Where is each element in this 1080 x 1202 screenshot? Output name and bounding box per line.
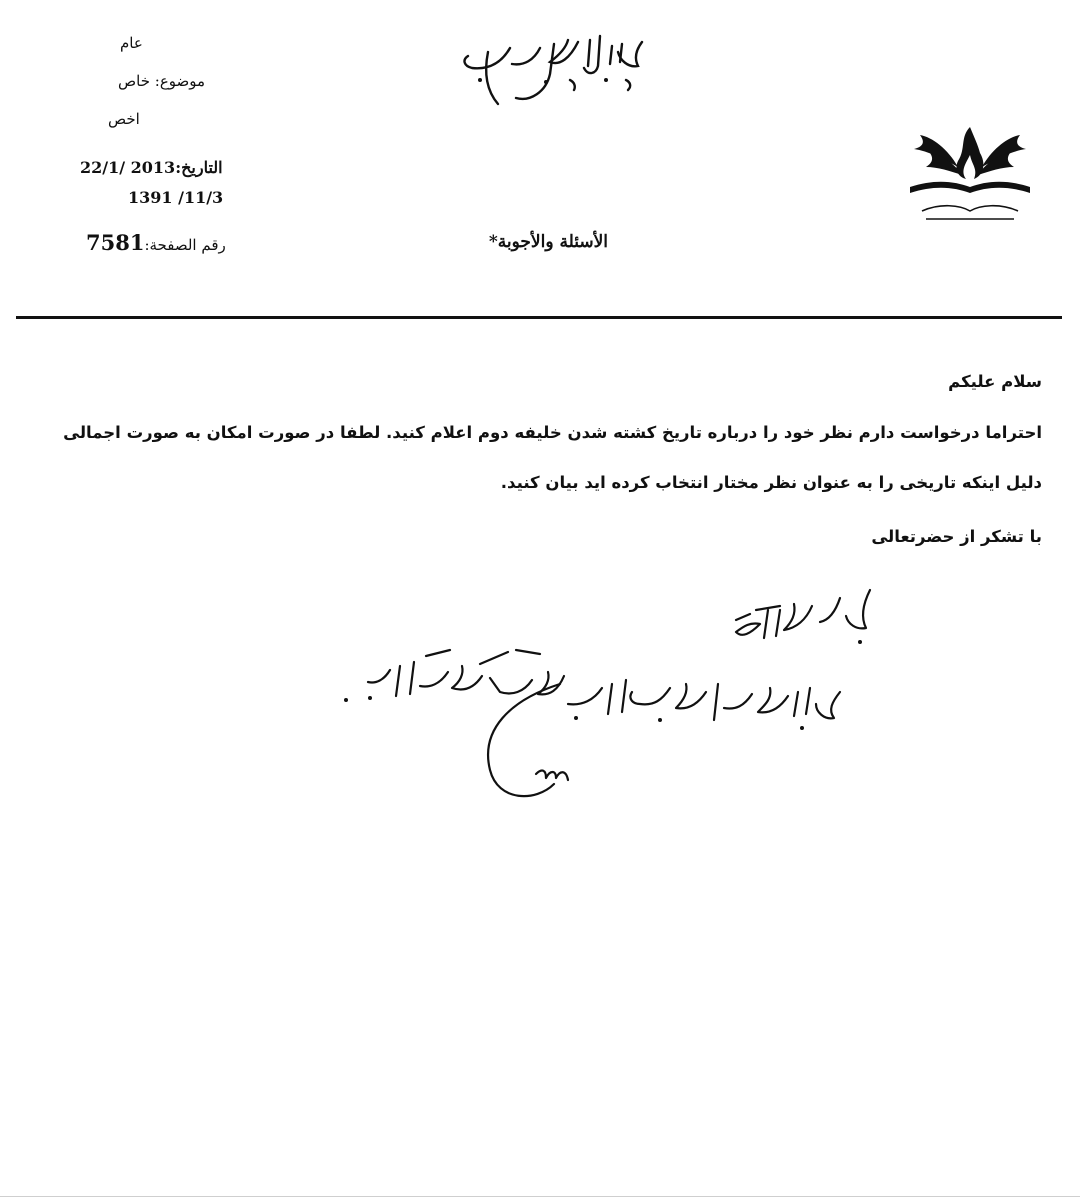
document-heading: الأسئلة والأجوبة*	[488, 232, 608, 252]
classification-special	[108, 110, 140, 128]
page-bottom-edge	[0, 1196, 1080, 1197]
header-divider	[16, 316, 1062, 319]
subject-label: موضوع:	[154, 72, 206, 90]
book-flame-logo-icon	[900, 115, 1040, 235]
general-label: عام	[120, 34, 143, 52]
special-label: اخص	[108, 110, 140, 128]
date-hijri: 1391 /11/3	[128, 188, 224, 207]
classification-general	[120, 34, 143, 52]
basmala-drawing	[450, 22, 650, 117]
date-label: التاريخ:	[175, 158, 223, 177]
page-number-row	[86, 230, 226, 255]
date-gregorian: 22/1/ 2013	[80, 158, 176, 177]
letter-closing: با تشکر از حضرتعالی	[871, 527, 1042, 546]
page-number-label: رقم الصفحة:	[144, 236, 226, 254]
subject-row	[118, 72, 205, 90]
date-row	[80, 158, 223, 177]
handwritten-reply-drawing	[340, 580, 900, 810]
letter-paragraph-2: دلیل اینکه تاریخی را به عنوان نظر مختار انتخاب کرده اید بیان کنید.	[500, 473, 1042, 492]
basmala-calligraphy	[450, 22, 650, 117]
handwritten-reply	[340, 580, 900, 810]
page-number-value: 7581	[86, 230, 145, 255]
letter-greeting: سلام علیکم	[948, 372, 1042, 391]
subject-value: خاص	[118, 72, 150, 90]
date-hijri-row	[128, 188, 223, 207]
letter-paragraph-1: احتراما درخواست دارم نظر خود را درباره تاریخ کشته شدن خلیفه دوم اعلام کنید. لطفا در صورت امکان به صورت اجمالی	[63, 423, 1042, 442]
institution-logo	[900, 115, 1040, 235]
